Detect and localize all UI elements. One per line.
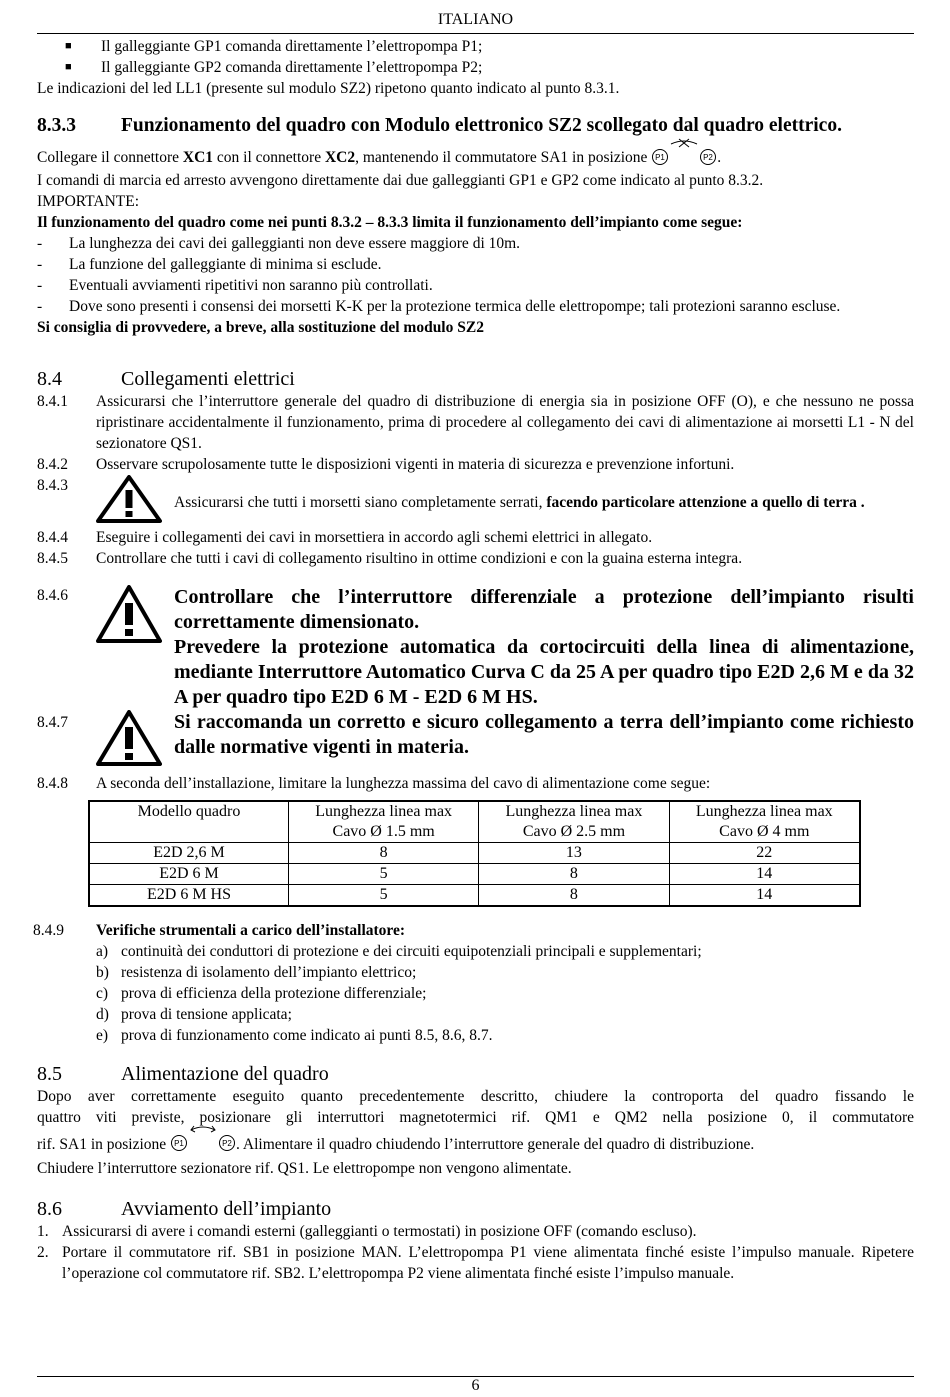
limit-item: - Dove sono presenti i consensi dei morsetti K-K per la protezione termica delle elettropompe; tali protezioni saranno escluse. — [37, 298, 841, 315]
bullet-item: ■ Il galleggiante GP2 comanda direttamente l’elettropompa P2; — [65, 59, 483, 76]
section-heading-8-6: 8.6 Avviamento dell’impianto — [37, 1198, 332, 1220]
startup-step: 1. Assicurarsi di avere i comandi esterni (galleggianti o termostati) in posizione OFF (comando escluso). — [37, 1223, 697, 1240]
startup-step: 2. Portare il commutatore rif. SB1 in posizione MAN. L’elettropompa P1 viene alimentata finché esiste l’impulso manuale. Ripetere l’operazione col commutatore rif. SB2. L’elettropompa P2 viene alimentata finché esiste l’impulso manuale. — [37, 1244, 914, 1282]
item-8-4-3: 8.4.3 Assicurarsi che tutti i morsetti siano completamente serrati, facendo particolare attenzione a quello di terra . — [37, 475, 914, 527]
cable-length-table — [88, 800, 861, 907]
svg-text:P1: P1 — [174, 1139, 184, 1149]
bullet-item: ■ Il galleggiante GP1 comanda direttamente l’elettropompa P1; — [65, 38, 483, 55]
item-8-4-9: 8.4.9 Verifiche strumentali a carico dell’installatore: — [33, 922, 406, 939]
warning-triangle-icon — [96, 475, 162, 523]
connector-paragraph: Collegare il connettore XC1 con il connettore XC2, mantenendo il commutatore SA1 in posizione P1 P2 . — [37, 147, 914, 170]
table-header-cell: Lunghezza linea max Cavo Ø 1.5 mm — [289, 801, 479, 843]
limit-item: - La lunghezza dei cavi dei galleggianti non deve essere maggiore di 10m. — [37, 235, 521, 252]
switch-off-position-icon — [651, 137, 717, 167]
section-heading-8-5: 8.5 Alimentazione del quadro — [37, 1063, 329, 1085]
check-item: d) prova di tensione applicata; — [96, 1006, 292, 1023]
power-paragraph-line: Chiudere l’interruttore sezionatore rif. QS1. Le elettropompe non vengono alimentate. — [37, 1160, 572, 1177]
square-bullet-icon: ■ — [65, 40, 72, 52]
warning-triangle-icon — [96, 710, 162, 766]
limit-statement: Il funzionamento del quadro come nei punti 8.3.2 – 8.3.3 limita il funzionamento dell’impianto come segue: — [37, 214, 743, 231]
commands-paragraph: I comandi di marcia ed arresto avvengono direttamente dai due galleggianti GP1 e GP2 come indicato al punto 8.3.2. — [37, 172, 764, 189]
table-row: E2D 6 M HS 5 8 14 — [89, 885, 860, 907]
switch-position-icon — [170, 1122, 236, 1152]
item-8-4-2: 8.4.2 Osservare scrupolosamente tutte le disposizioni vigenti in materia di sicurezza e prevenzione infortuni. — [37, 456, 735, 473]
svg-text:P1: P1 — [655, 153, 666, 163]
check-item: a) continuità dei conduttori di protezione e dei circuiti equipotenziali principali e supplementari; — [96, 943, 702, 960]
limit-item: - La funzione del galleggiante di minima si esclude. — [37, 256, 382, 273]
led-note: Le indicazioni del led LL1 (presente sul modulo SZ2) ripetono quanto indicato al punto 8.3.1. — [37, 80, 620, 97]
header-rule — [37, 33, 914, 34]
table-row: E2D 2,6 M 8 13 22 — [89, 843, 860, 864]
section-heading-8-3-3: 8.3.3 Funzionamento del quadro con Modulo elettronico SZ2 scollegato dal quadro elettrico. — [37, 115, 842, 136]
item-8-4-7: 8.4.7 Si raccomanda un corretto e sicuro collegamento a terra dell’impianto come richiesto dalle normative vigenti in materia. — [37, 710, 914, 771]
check-item: b) resistenza di isolamento dell’impianto elettrico; — [96, 964, 417, 981]
table-header-cell: Lunghezza linea max Cavo Ø 2.5 mm — [479, 801, 669, 843]
warning-triangle-icon — [96, 585, 162, 643]
square-bullet-icon: ■ — [65, 61, 72, 73]
check-item: c) prova di efficienza della protezione differenziale; — [96, 985, 427, 1002]
item-8-4-5: 8.4.5 Controllare che tutti i cavi di collegamento risultino in ottime condizioni e con la guaina esterna integra. — [37, 550, 743, 567]
check-item: e) prova di funzionamento come indicato ai punti 8.5, 8.6, 8.7. — [96, 1027, 493, 1044]
page-header: ITALIANO — [437, 11, 514, 28]
svg-text:P2: P2 — [222, 1139, 232, 1149]
item-8-4-6: 8.4.6 Controllare che l’interruttore differenziale a protezione dell’impianto risulti correttamente dimensionato. Prevedere la protezione automatica da cortocircuiti della linea di alimentazione, mediante Interruttore Automatico Curva C da 25 A per quadro tipo E2D 2,6 M e da 32 A per quadro tipo E2D 6 M - E2D 6 M HS. — [37, 586, 914, 708]
power-paragraph-line: Dopo aver correttamente eseguito quanto precedentemente descritto, chiudere la controporta del quadro fissando le — [37, 1088, 914, 1105]
power-paragraph-line: quattro viti previste, posizionare gli interruttori magnetotermici rif. QM1 e QM2 nella posizione 0, il commutatore — [37, 1109, 914, 1126]
item-8-4-1: 8.4.1 Assicurarsi che l’interruttore generale del quadro di distribuzione di energia sia in posizione OFF (O), e che nessuno ne possa ripristinare accidentalmente il funzionamento, prima di procedere al collegamento dei cavi di alimentazione ai morsetti L1 - N del sezionatore QS1. — [37, 393, 914, 452]
page-footer — [37, 1376, 914, 1395]
svg-text:P2: P2 — [703, 153, 714, 163]
section-heading-8-4: 8.4 Collegamenti elettrici — [37, 368, 295, 390]
advice-statement: Si consiglia di provvedere, a breve, alla sostituzione del modulo SZ2 — [37, 319, 484, 336]
page — [33, 0, 914, 1284]
table-header-row — [89, 801, 860, 843]
table-header-cell: Lunghezza linea max Cavo Ø 4 mm — [669, 801, 860, 843]
limit-item: - Eventuali avviamenti ripetitivi non saranno più controllati. — [37, 277, 433, 294]
table-header-cell: Modello quadro — [89, 801, 289, 843]
page-number: 6 — [471, 1377, 480, 1394]
item-8-4-4: 8.4.4 Eseguire i collegamenti dei cavi in morsettiera in accordo agli schemi elettrici in allegato. — [37, 529, 653, 546]
item-8-4-8: 8.4.8 A seconda dell’installazione, limitare la lunghezza massima del cavo di alimentazione come segue: — [37, 775, 711, 792]
power-paragraph-line: rif. SA1 in posizione P1 P2 . Alimentare il quadro chiudendo l’interruttore generale del quadro di distribuzione. — [37, 1128, 914, 1158]
table-row: E2D 6 M 5 8 14 — [89, 864, 860, 885]
intro — [37, 36, 914, 99]
important-label: IMPORTANTE: — [37, 193, 140, 210]
